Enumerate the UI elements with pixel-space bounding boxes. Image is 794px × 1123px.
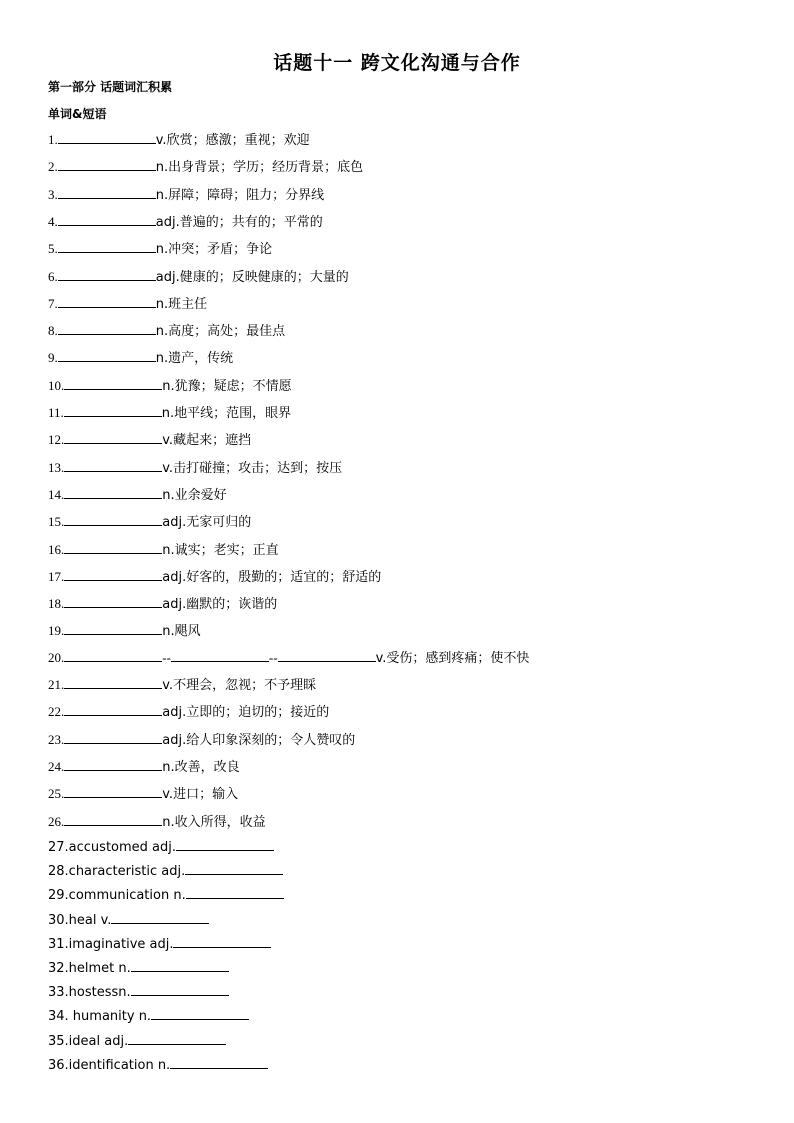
answer-blank[interactable]	[185, 860, 283, 875]
item-definition: v.进口；输入	[162, 787, 239, 803]
answer-blank[interactable]	[64, 756, 162, 771]
word-prompt: 27.accustomed adj.	[48, 840, 177, 855]
exercise-item	[48, 347, 233, 367]
word-prompt: 36.identification n.	[48, 1057, 171, 1073]
answer-blank[interactable]	[131, 981, 229, 996]
item-definition: adj.立即的；迫切的；接近的	[162, 705, 330, 721]
answer-blank[interactable]	[58, 347, 156, 362]
exercise-item	[48, 566, 381, 586]
item-number: 6.	[48, 268, 58, 284]
item-number: 25.	[48, 786, 65, 802]
item-number: 24.	[48, 758, 65, 774]
answer-blank[interactable]	[111, 909, 209, 924]
word-prompt: 29.communication n.	[48, 888, 186, 904]
item-definition: v.击打碰撞；攻击；达到；按压	[162, 460, 343, 476]
answer-blank[interactable]	[58, 266, 156, 281]
exercise-item	[48, 457, 342, 477]
answer-blank[interactable]	[64, 620, 162, 635]
item-definition: v.不理会，忽视；不予理睬	[162, 678, 317, 693]
item-number: 10.	[48, 377, 65, 393]
item-number: 19.	[48, 623, 65, 639]
answer-blank[interactable]	[64, 457, 162, 472]
item-number: 9.	[48, 350, 58, 366]
answer-blank[interactable]	[173, 933, 271, 948]
document-title: 话题十一 跨文化沟通与合作	[273, 52, 521, 74]
english-word-item	[48, 1030, 226, 1050]
item-number: 23.	[48, 731, 65, 747]
item-definition: v.受伤；感到疼痛；使不快	[375, 651, 530, 666]
item-number: 13.	[48, 459, 65, 475]
answer-blank[interactable]	[170, 1054, 268, 1069]
answer-blank[interactable]	[64, 484, 162, 499]
word-prompt: 31.imaginative adj.	[48, 936, 174, 952]
exercise-item	[48, 484, 227, 504]
item-definition: n.班主任	[155, 296, 208, 312]
item-number: 15.	[48, 514, 65, 530]
exercise-item	[48, 701, 329, 721]
item-number: 5.	[48, 241, 58, 257]
exercise-item	[48, 674, 316, 694]
item-definition: n.冲突；矛盾；争论	[155, 242, 273, 258]
exercise-item	[48, 156, 363, 176]
item-definition: adj.健康的；反映健康的；大量的	[155, 269, 349, 285]
item-definition: n.诚实；老实；正直	[162, 542, 279, 558]
exercise-item	[48, 129, 310, 149]
word-prompt: 28.characteristic adj.	[48, 864, 186, 880]
answer-blank[interactable]	[58, 238, 156, 253]
answer-blank[interactable]	[176, 836, 274, 851]
item-definition: n.收入所得，收益	[162, 814, 266, 830]
item-number: 17.	[48, 568, 65, 584]
exercise-item	[48, 539, 279, 559]
part-heading: 第一部分 话题词汇积累	[48, 80, 173, 94]
word-prompt: 30.heal v.	[48, 912, 112, 928]
exercise-item	[48, 783, 238, 803]
item-definition: n.业余爱好	[162, 487, 227, 503]
item-number: 7.	[48, 295, 58, 311]
exercise-item	[48, 811, 266, 831]
answer-blank[interactable]	[64, 511, 162, 526]
answer-blank[interactable]	[58, 129, 156, 144]
item-definition: n.飓风	[162, 624, 201, 640]
item-definition: n.屏障；障碍；阻力；分界线	[155, 187, 325, 203]
answer-blank[interactable]	[58, 184, 156, 199]
answer-blank[interactable]	[64, 729, 162, 744]
answer-blank[interactable]	[58, 293, 156, 308]
word-prompt: 35.ideal adj.	[48, 1033, 129, 1049]
item-definition: n.出身背景；学历；经历背景；底色	[155, 160, 364, 176]
english-word-item	[48, 884, 284, 904]
separator: --	[268, 650, 278, 665]
answer-blank[interactable]	[278, 647, 376, 662]
answer-blank[interactable]	[186, 884, 284, 899]
answer-blank[interactable]	[64, 566, 162, 581]
word-prompt: 32.helmet n.	[48, 961, 131, 976]
exercise-item	[48, 266, 349, 286]
exercise-item	[48, 238, 272, 258]
section-heading: 单词&短语	[48, 107, 107, 121]
item-number: 11.	[48, 405, 64, 420]
item-number: 18.	[48, 596, 65, 612]
exercise-item	[48, 320, 285, 340]
word-prompt: 33.hostessn.	[48, 985, 131, 1001]
item-definition: v.欣赏；感激；重视；欢迎	[155, 133, 310, 148]
item-number: 12.	[48, 432, 65, 448]
english-word-item	[48, 957, 229, 977]
item-definition: v.藏起来；遮挡	[162, 433, 252, 449]
item-definition: adj.好客的，殷勤的；适宜的；舒适的	[162, 569, 382, 585]
answer-blank[interactable]	[171, 647, 269, 662]
exercise-item	[48, 402, 291, 422]
exercise-item	[48, 429, 251, 449]
item-definition: adj.给人印象深刻的；令人赞叹的	[162, 732, 356, 748]
exercise-item	[48, 211, 323, 231]
item-definition: n.高度；高处；最佳点	[155, 324, 286, 340]
english-word-item	[48, 836, 274, 856]
answer-blank[interactable]	[64, 674, 162, 689]
answer-blank[interactable]	[58, 320, 156, 335]
item-number: 8.	[48, 323, 58, 339]
item-definition: adj.幽默的；诙谐的	[162, 597, 278, 613]
item-definition: n.地平线；范围，眼界	[161, 406, 292, 421]
english-word-item	[48, 860, 283, 880]
english-word-item	[48, 909, 209, 929]
answer-blank[interactable]	[58, 156, 156, 171]
answer-blank[interactable]	[64, 429, 162, 444]
exercise-item	[48, 375, 292, 395]
item-definition: adj.无家可归的	[162, 515, 252, 531]
exercise-item	[48, 620, 201, 640]
item-number: 26.	[48, 813, 65, 829]
separator: --	[162, 650, 171, 665]
answer-blank[interactable]	[128, 1030, 226, 1045]
exercise-item	[48, 293, 207, 313]
item-number: 2.	[48, 159, 58, 175]
item-definition: n.改善，改良	[162, 759, 240, 775]
exercise-item-20	[48, 647, 529, 667]
item-number: 3.	[48, 186, 58, 202]
answer-blank[interactable]	[151, 1005, 249, 1020]
exercise-item	[48, 729, 355, 749]
exercise-item	[48, 593, 277, 613]
exercise-item	[48, 184, 324, 204]
item-number: 14.	[48, 486, 65, 502]
item-number: 1.	[48, 132, 58, 147]
english-word-item	[48, 1054, 268, 1074]
word-prompt: 34. humanity n.	[48, 1009, 152, 1025]
item-definition: adj.普遍的；共有的；平常的	[155, 214, 323, 230]
english-word-item	[48, 981, 229, 1001]
answer-blank[interactable]	[64, 539, 162, 554]
item-number: 21.	[48, 677, 65, 692]
answer-blank[interactable]	[64, 647, 162, 662]
answer-blank[interactable]	[64, 402, 162, 417]
exercise-item	[48, 756, 240, 776]
answer-blank[interactable]	[64, 375, 162, 390]
exercise-item	[48, 511, 251, 531]
answer-blank[interactable]	[64, 593, 162, 608]
item-number: 20.	[48, 650, 65, 665]
item-definition: n.遗产，传统	[155, 351, 234, 367]
answer-blank[interactable]	[58, 211, 156, 226]
answer-blank[interactable]	[64, 783, 162, 798]
item-number: 16.	[48, 541, 65, 557]
item-number: 4.	[48, 213, 58, 229]
english-word-item	[48, 933, 271, 953]
answer-blank[interactable]	[64, 811, 162, 826]
item-number: 22.	[48, 704, 65, 720]
answer-blank[interactable]	[64, 701, 162, 716]
item-definition: n.犹豫；疑虑；不情愿	[162, 378, 292, 394]
answer-blank[interactable]	[131, 957, 229, 972]
english-word-item	[48, 1005, 249, 1025]
